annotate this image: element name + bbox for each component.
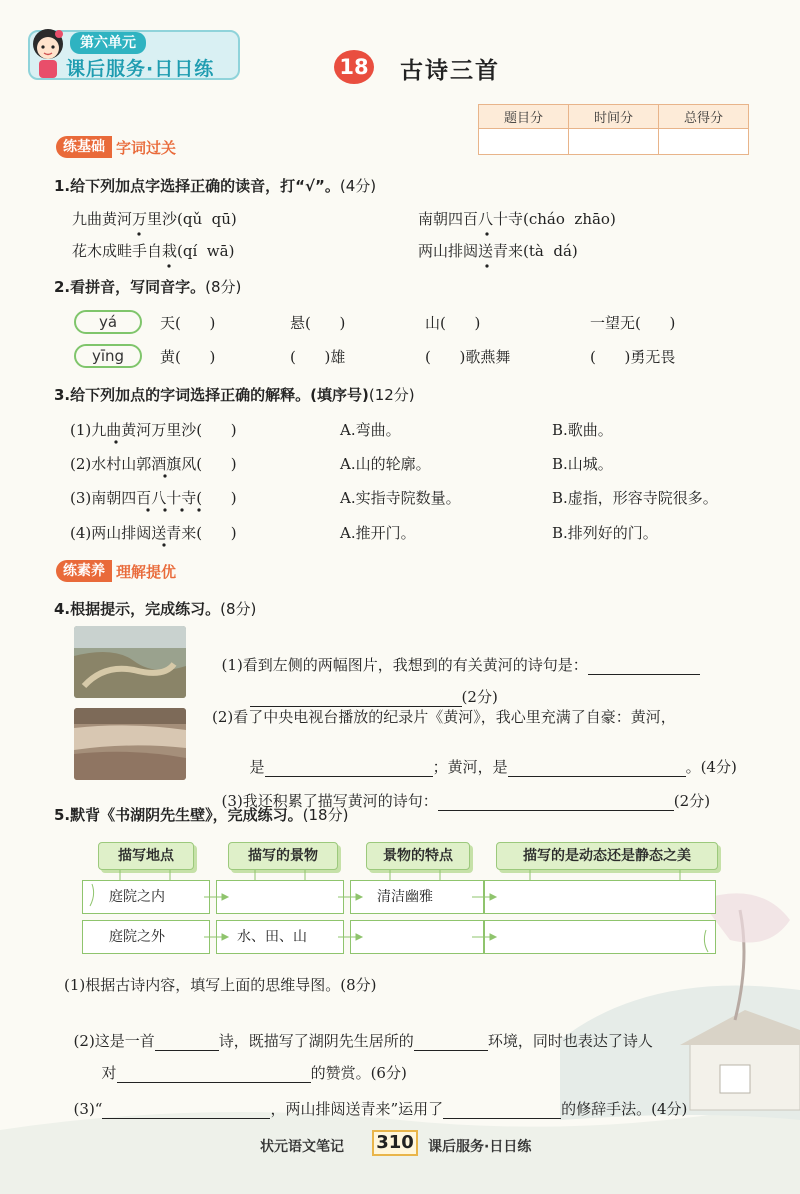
q3-row4-option-b: B.排列好的门。 (552, 524, 658, 542)
q5-sub3-blank-a[interactable] (102, 1103, 270, 1119)
q5-sub2-blank-b[interactable] (414, 1035, 488, 1051)
q5-sub1: (1)根据古诗内容，填写上面的思维导图。(8分) (64, 976, 377, 994)
q2-r2-item-3[interactable]: ( )歌燕舞 (425, 348, 511, 366)
q5-sub3-b: ，两山排闼送青来”运用了 (270, 1100, 444, 1118)
q3-row3-option-a: A.实指寺院数量。 (340, 489, 461, 507)
q2-r2-item-2[interactable]: ( )雄 (290, 348, 346, 366)
q1-item-4[interactable]: 两山排闼送青来(tà dá) (418, 242, 578, 260)
q3-row3-option-b: B.虚指，形容寺院很多。 (552, 489, 718, 507)
q5-points: (18分) (302, 806, 349, 824)
q4-part1-text: (1)看到左侧的两幅图片，我想到的有关黄河的诗句是： (221, 656, 588, 674)
q2-r2-item-4[interactable]: ( )勇无畏 (590, 348, 676, 366)
q2-points: (8分) (205, 278, 242, 296)
q1-item-2[interactable]: 南朝四百八十寺(cháo zhāo) (418, 210, 616, 228)
q2-r1-item-2[interactable]: 悬( ) (290, 314, 346, 332)
q2-r2-item-1[interactable]: 黄( ) (160, 348, 216, 366)
score-header-time: 时间分 (569, 105, 659, 129)
q2-title-text: 2.看拼音，写同音字。 (54, 278, 206, 296)
mindmap-head-scenery: 描写的景物 (228, 842, 338, 870)
q5-sub2-a: (2)这是一首 (73, 1032, 155, 1050)
section-basic-title: 字词过关 (116, 138, 177, 157)
q4-points: (8分) (220, 600, 257, 618)
q3-row2-option-b: B.山城。 (552, 455, 613, 473)
q3-title-text: 3.给下列加点的字词选择正确的解释。(填序号) (54, 386, 369, 404)
unit-title: 课后服务·日日练 (66, 58, 215, 80)
q5-sub2-b: 诗，既描写了湖阴先生居所的 (218, 1032, 414, 1050)
q4-part2-points: 。(4分) (685, 758, 737, 776)
q5-sub2-e: 的赞赏。(6分) (310, 1064, 407, 1082)
section-literacy-tag: 练素养 (56, 560, 112, 582)
q4-part3-points: (2分) (673, 792, 711, 810)
mindmap-head-location: 描写地点 (98, 842, 194, 870)
page-number: 310 (372, 1130, 418, 1156)
q5-sub3-a: (3)“ (73, 1100, 103, 1118)
q4-part2-pre: 是 (249, 758, 265, 776)
footer-book-title: 状元语文笔记 (260, 1139, 344, 1155)
q3-row1-question[interactable]: (1)九曲黄河万里沙( ) (70, 421, 237, 439)
mindmap-head-features: 景物的特点 (366, 842, 470, 870)
lesson-number: 18 (334, 50, 374, 84)
q2-pinyin-ying: yīng (74, 344, 142, 368)
score-header-total: 总得分 (659, 105, 749, 129)
mindmap-r2-location: 庭院之外 (82, 920, 210, 954)
q2-r1-item-3[interactable]: 山( ) (425, 314, 481, 332)
section-basic-tag: 练基础 (56, 136, 112, 158)
q5-sub3 (64, 1080, 687, 1119)
mindmap-r1-location: 庭院之内 (82, 880, 210, 914)
lesson-title: 古诗三首 (400, 58, 500, 84)
q5-sub2-cont (92, 1044, 407, 1083)
q4-part2-mid: ；黄河，是 (432, 758, 508, 776)
unit-tag: 第六单元 (70, 32, 146, 54)
q2-r1-item-4[interactable]: 一望无( ) (590, 314, 676, 332)
q3-row1-option-b: B.歌曲。 (552, 421, 613, 439)
q4-part2-text: (2)看了中央电视台播放的纪录片《黄河》，我心里充满了自豪：黄河， (212, 708, 676, 726)
q5-sub3-blank-b[interactable] (443, 1103, 561, 1119)
q5-sub2-c: 环境，同时也表达了诗人 (487, 1032, 653, 1050)
q3-row4-question[interactable]: (4)两山排闼送青来( ) (70, 524, 237, 542)
q3-row4-option-a: A.推开门。 (340, 524, 416, 542)
score-header-question: 题目分 (479, 105, 569, 129)
q1-item-1[interactable]: 九曲黄河万里沙(qǔ qū) (72, 210, 237, 228)
mindmap-r2-scenery[interactable]: 水、田、山 (216, 920, 344, 954)
q4-part1-points: (2分) (461, 688, 498, 706)
q2-pinyin-ya: yá (74, 310, 142, 334)
q5-sub2-d: 对 (101, 1064, 117, 1082)
q5-title-text: 5.默背《书湖阴先生壁》，完成练习。 (54, 806, 303, 824)
q3-row2-option-a: A.山的轮廓。 (340, 455, 431, 473)
q3-row3-question[interactable]: (3)南朝四百八十寺( ) (70, 489, 237, 507)
q1-points: (4分) (339, 177, 377, 195)
mindmap-r1-features[interactable]: 清洁幽雅 (350, 880, 484, 914)
q1-title-text: 1.给下列加点字选择正确的读音，打“√”。 (54, 177, 340, 195)
q2-r1-item-1[interactable]: 天( ) (160, 314, 216, 332)
q4-part3-text: (3)我还积累了描写黄河的诗句： (221, 792, 438, 810)
footer-series-title: 课后服务·日日练 (428, 1139, 532, 1155)
q3-row2-question[interactable]: (2)水村山郭酒旗风( ) (70, 455, 237, 473)
q4-title-text: 4.根据提示，完成练习。 (54, 600, 221, 618)
mindmap-head-dynamic-static: 描写的是动态还是静态之美 (496, 842, 718, 870)
q3-row1-option-a: A.弯曲。 (340, 421, 401, 439)
q3-points: (12分) (368, 386, 415, 404)
q1-item-3[interactable]: 花木成畦手自栽(qí wā) (72, 242, 235, 260)
section-literacy-title: 理解提优 (116, 562, 177, 581)
q5-sub3-c: 的修辞手法。(4分) (561, 1100, 688, 1118)
